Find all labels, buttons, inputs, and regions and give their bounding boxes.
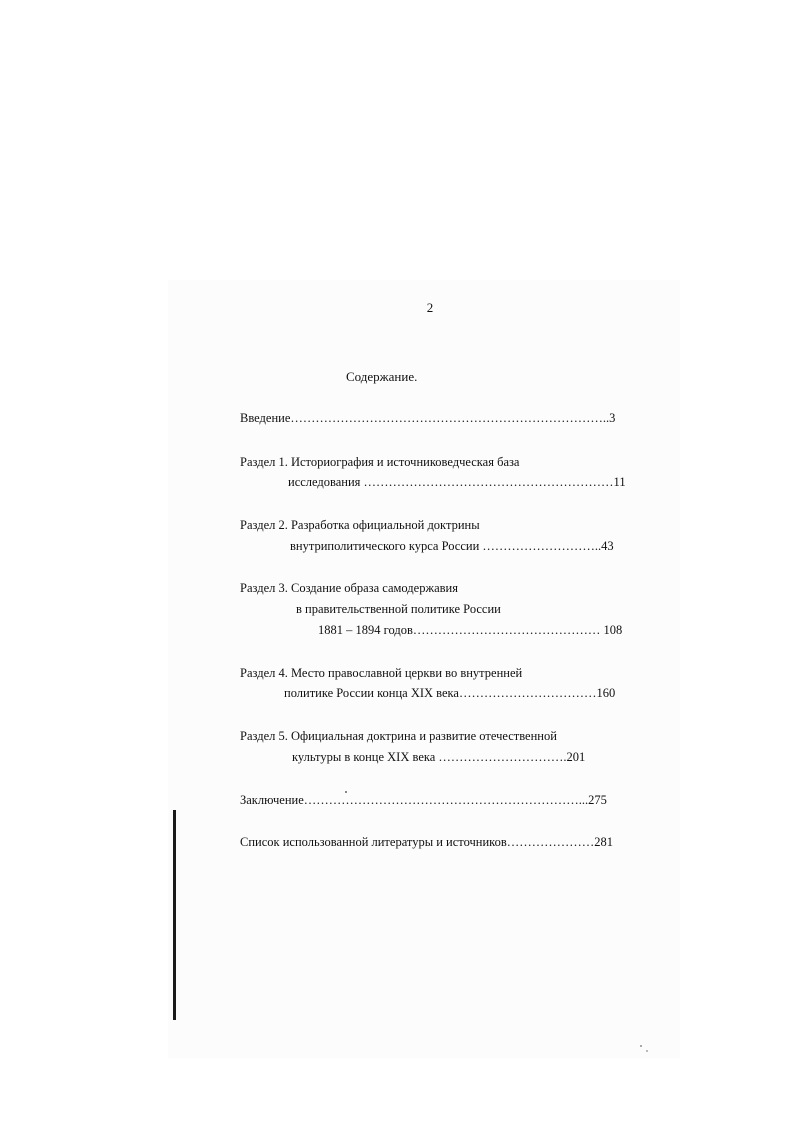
page-number: 2 (426, 300, 434, 315)
toc-entry-section-4-title: Раздел 4. Место православной церкви во внутренней (240, 666, 523, 680)
toc-entry-section-5-title: Раздел 5. Официальная доктрина и развитие отечественной (240, 729, 557, 743)
toc-entry-section-1-title: Раздел 1. Историография и источниковедческая база (240, 455, 520, 469)
toc-entry-conclusion: Заключение…………………………………………………………...275 (240, 793, 607, 807)
binding-edge-line (173, 810, 176, 1020)
toc-entry-section-4-page: политике России конца XIX века……………………………160 (284, 686, 616, 700)
toc-entry-section-3-title: Раздел 3. Создание образа самодержавия (240, 581, 458, 595)
toc-entry-section-5-page: культуры в конце XIX века ………………………….201 (292, 750, 586, 764)
toc-entry-section-2-title: Раздел 2. Разработка официальной доктрины (240, 518, 480, 532)
toc-entry-section-3-subtitle: в правительственной политике России (296, 602, 501, 616)
toc-entry-introduction: Введение…………………………………………………………………..3 (240, 411, 616, 425)
toc-entry-bibliography: Список использованной литературы и источников…………………281 (240, 835, 614, 849)
toc-entry-section-2-page: внутриполитического курса России ………………………..43 (290, 539, 614, 553)
toc-title: Содержание. (346, 369, 418, 384)
scan-speck (640, 1045, 642, 1047)
toc-entry-section-1-page: исследования ……………………………………………………11 (288, 475, 626, 489)
scan-speck (646, 1050, 648, 1052)
scan-speck (345, 791, 347, 793)
toc-entry-section-3-page: 1881 – 1894 годов……………………………………… 108 (318, 623, 623, 637)
